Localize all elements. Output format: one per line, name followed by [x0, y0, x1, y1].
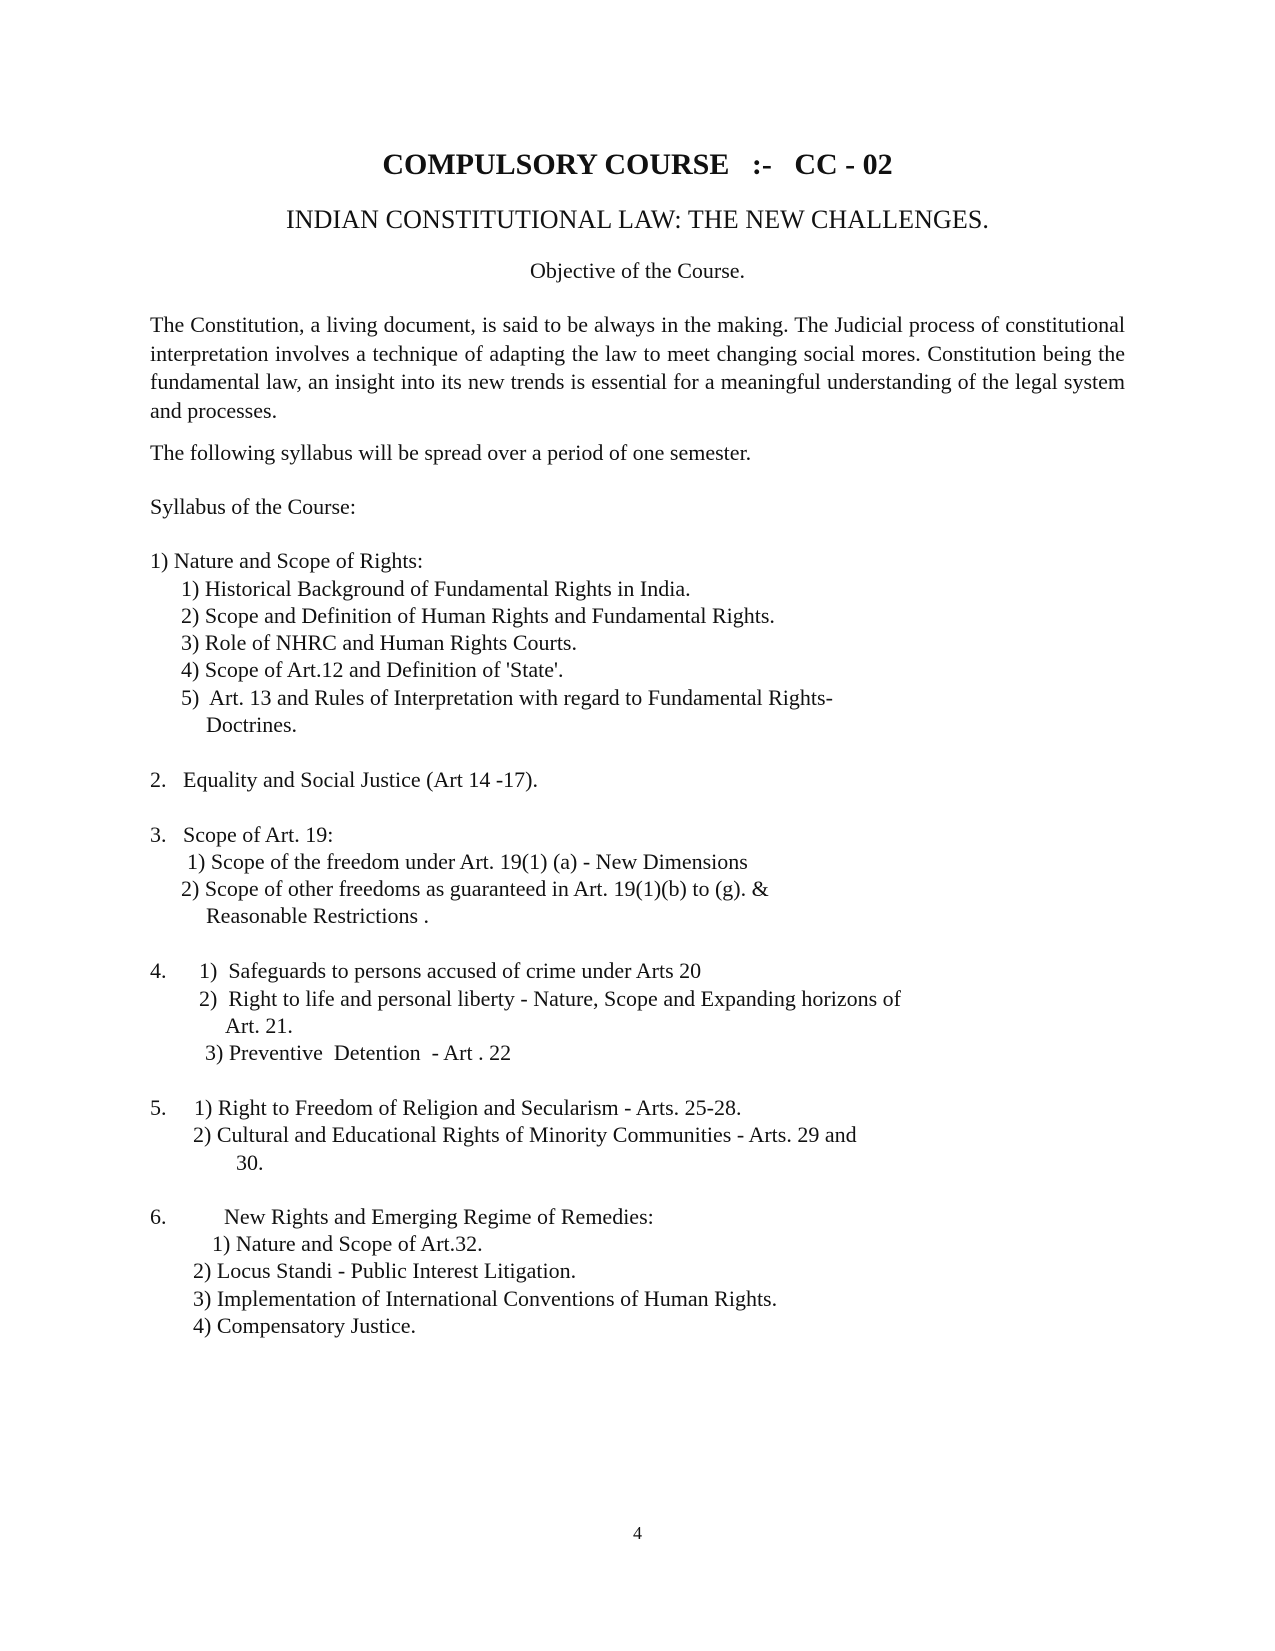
section-1-item-5: 5) Art. 13 and Rules of Interpretation with regard to Fundamental Rights-: [181, 685, 833, 710]
course-title: COMPULSORY COURSE :- CC - 02: [382, 148, 893, 181]
section-1-item-3: 3) Role of NHRC and Human Rights Courts.: [181, 630, 577, 655]
spread-note: The following syllabus will be spread over a period of one semester.: [150, 440, 752, 465]
section-4-item-2-cont: Art. 21.: [225, 1013, 293, 1038]
section-4-item-1: 1) Safeguards to persons accused of crime under Arts 20: [199, 958, 702, 983]
section-5-item-1: 1) Right to Freedom of Religion and Secularism - Arts. 25-28.: [194, 1095, 742, 1120]
section-4-item-2: 2) Right to life and personal liberty - Nature, Scope and Expanding horizons of: [199, 986, 901, 1011]
objective-heading: Objective of the Course.: [529, 258, 746, 283]
section-1-heading: 1) Nature and Scope of Rights:: [150, 548, 424, 573]
section-6-item-2: 2) Locus Standi - Public Interest Litigation.: [193, 1258, 577, 1283]
section-1-item-5-cont: Doctrines.: [206, 712, 298, 737]
section-3-item-2-cont: Reasonable Restrictions .: [206, 903, 430, 928]
section-5-item-2-cont: 30.: [236, 1150, 264, 1175]
section-6-heading: New Rights and Emerging Regime of Remedies:: [224, 1204, 654, 1229]
section-6-item-4: 4) Compensatory Justice.: [193, 1313, 417, 1338]
section-1-item-1: 1) Historical Background of Fundamental Rights in India.: [181, 576, 691, 601]
course-subtitle: INDIAN CONSTITUTIONAL LAW: THE NEW CHALLENGES.: [286, 205, 989, 234]
section-6-item-1: 1) Nature and Scope of Art.32.: [212, 1231, 483, 1256]
section-1-item-2: 2) Scope and Definition of Human Rights and Fundamental Rights.: [181, 603, 775, 628]
section-5-item-2: 2) Cultural and Educational Rights of Minority Communities - Arts. 29 and: [193, 1122, 857, 1147]
section-3-item-2: 2) Scope of other freedoms as guaranteed in Art. 19(1)(b) to (g). &: [181, 876, 769, 901]
syllabus-heading: Syllabus of the Course:: [150, 494, 356, 519]
section-3-heading: 3. Scope of Art. 19:: [150, 822, 334, 847]
section-3-item-1: 1) Scope of the freedom under Art. 19(1) (a) - New Dimensions: [187, 849, 748, 874]
section-2-heading: 2. Equality and Social Justice (Art 14 -17).: [150, 767, 538, 792]
section-4-item-3: 3) Preventive Detention - Art . 22: [205, 1040, 512, 1065]
section-5-number: 5.: [150, 1095, 167, 1120]
section-6-number: 6.: [150, 1204, 167, 1229]
section-6-item-3: 3) Implementation of International Conventions of Human Rights.: [193, 1286, 778, 1311]
intro-paragraph: The Constitution, a living document, is said to be always in the making. The Judicial process of constitutional interpretation involves a technique of adapting the law to meet changing social mores. Constitution being the fundamental law, an insight into its new trends is essential for a meaningful understanding of the legal system and processes.: [150, 312, 1125, 423]
section-4-number: 4.: [150, 958, 167, 983]
section-1-item-4: 4) Scope of Art.12 and Definition of 'State'.: [181, 657, 564, 682]
page-number: 4: [633, 1523, 642, 1543]
